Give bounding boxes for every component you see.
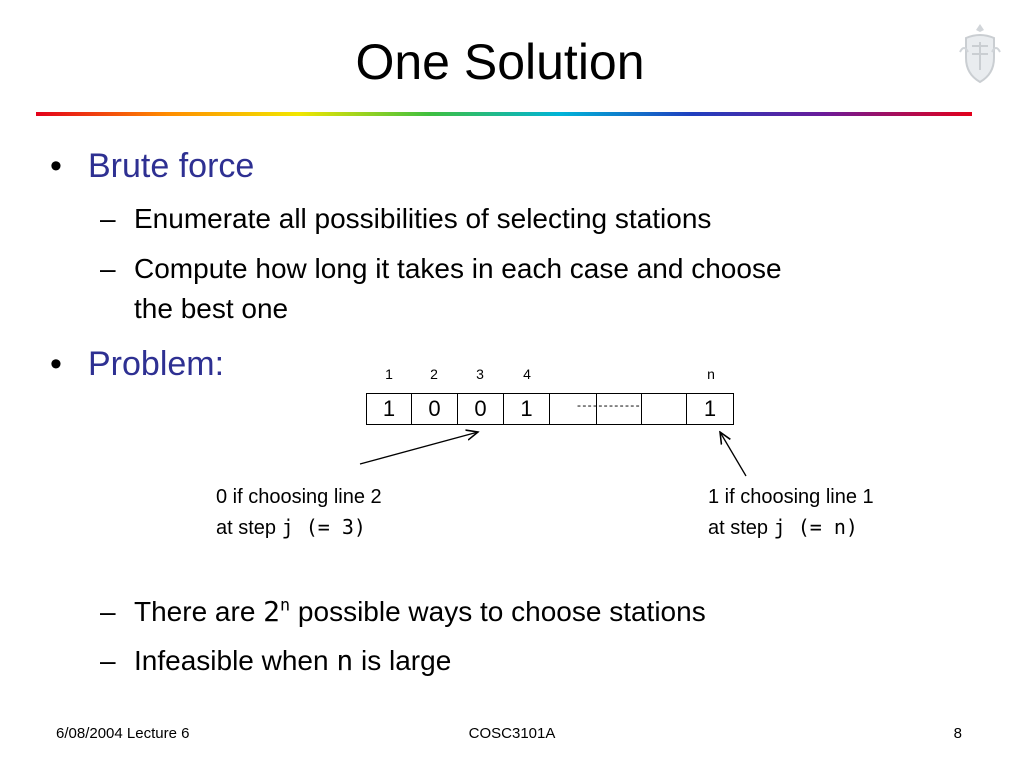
bullet-marker: • <box>50 345 62 383</box>
bit-cell: 1 <box>686 393 734 425</box>
left-note-code: j (= 3) <box>281 515 366 539</box>
item2-code: n <box>336 644 354 677</box>
dash-marker: – <box>100 253 116 284</box>
right-note-line2 <box>708 512 858 543</box>
sub-bullet-infeasible <box>134 642 451 680</box>
index-label: 1 <box>385 366 393 382</box>
bit-cell: 0 <box>411 393 458 425</box>
bullet-problem: Problem: <box>88 345 225 383</box>
index-label: n <box>707 366 715 382</box>
sub-bullet-enumerate: Enumerate all possibilities of selecting stations <box>134 203 712 234</box>
item1-exponent: n <box>280 594 291 615</box>
item2-suffix: is large <box>353 645 452 676</box>
dash-marker: – <box>100 596 116 627</box>
footer-page-number: 8 <box>953 725 962 742</box>
bullet-marker: • <box>50 147 62 185</box>
arrow-to-cell-n <box>720 432 746 476</box>
footer-course: COSC3101A <box>468 725 556 742</box>
ellipsis-dashes: - - - - - - - - - - - - <box>577 398 639 412</box>
item1-base: 2 <box>263 595 281 628</box>
left-note-line1: 0 if choosing line 2 <box>216 486 382 508</box>
item1-prefix: There are <box>134 596 264 627</box>
sub-bullet-2n-ways <box>134 593 706 631</box>
arrow-to-cell-3 <box>360 432 478 464</box>
bit-cell: 0 <box>457 393 504 425</box>
item1-suffix: possible ways to choose stations <box>290 596 706 627</box>
right-note-line1: 1 if choosing line 1 <box>708 486 874 508</box>
item2-prefix: Infeasible when <box>134 645 337 676</box>
slide-title: One Solution <box>355 34 645 90</box>
dash-marker: – <box>100 203 116 234</box>
right-note-code: j (= n) <box>773 515 858 539</box>
bullet-brute-force: Brute force <box>88 147 255 185</box>
index-label: 4 <box>523 366 531 382</box>
left-note-prefix: at step <box>216 517 282 539</box>
bit-cell: 1 <box>503 393 550 425</box>
sub-bullet-compute-cont: the best one <box>134 293 289 324</box>
index-label: 3 <box>476 366 484 382</box>
footer-date-lecture: 6/08/2004 Lecture 6 <box>56 725 190 742</box>
right-note-prefix: at step <box>708 517 774 539</box>
bit-cell: 1 <box>366 393 412 425</box>
sub-bullet-compute: Compute how long it takes in each case and choose <box>134 253 782 284</box>
index-label: 2 <box>430 366 438 382</box>
left-note-line2 <box>216 512 366 543</box>
dash-marker: – <box>100 645 116 676</box>
